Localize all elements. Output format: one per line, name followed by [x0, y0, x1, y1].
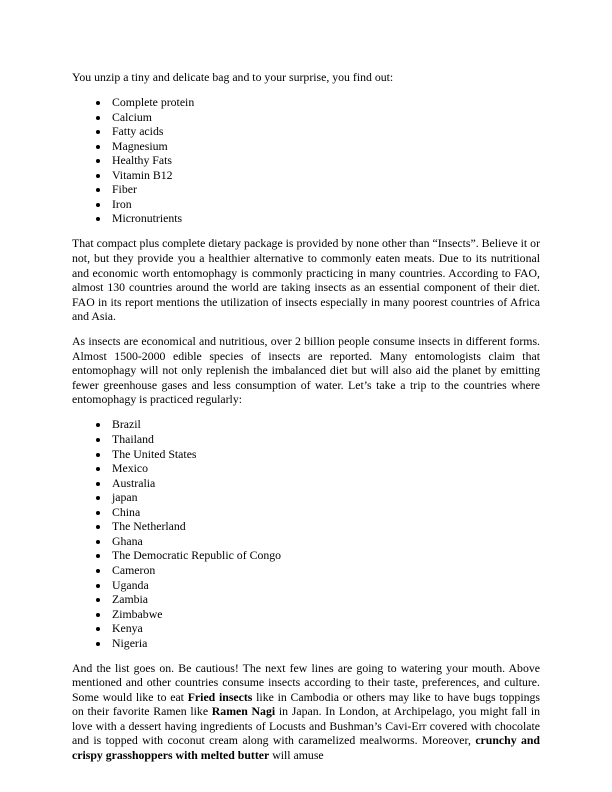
list-item: • Mexico [110, 461, 540, 476]
bold-text-run: Ramen Nagi [211, 704, 276, 719]
list-item: • Iron [110, 197, 540, 212]
list-item: • Zambia [110, 592, 540, 607]
list-item: • The Netherland [110, 519, 540, 534]
list-item: • China [110, 505, 540, 520]
paragraph-insects: That compact plus complete dietary package is provided by none other than “Insects”. Believe it or not, but they provide you a healthier alternative to commonly eaten meats. Due to its nutritional and economic worth entomophagy is commonly practicing in many countries. According to FAO, almost 130 countries around the world are taking insects as an essential component of their diet. FAO in its report mentions the utilization of insects especially in many poorest countries of Africa and Asia. [72, 236, 540, 324]
list-item: • Nigeria [110, 636, 540, 651]
list-item: • Healthy Fats [110, 153, 540, 168]
list-item: • Fatty acids [110, 124, 540, 139]
bold-text-run: crunchy and crispy grasshoppers with melted butter [72, 733, 540, 763]
list-item: • Zimbabwe [110, 607, 540, 622]
list-item: • Micronutrients [110, 211, 540, 226]
list-item: • Magnesium [110, 139, 540, 154]
list-item: • Ghana [110, 534, 540, 549]
bold-text-run: Fried insects [187, 689, 253, 704]
list-item: • Fiber [110, 182, 540, 197]
text-run: will amuse [269, 748, 324, 763]
list-item: • Vitamin B12 [110, 168, 540, 183]
list-item: • Complete protein [110, 95, 540, 110]
list-item: • Calcium [110, 110, 540, 125]
countries-list [72, 417, 540, 650]
paragraph-stats: As insects are economical and nutritious, over 2 billion people consume insects in different forms. Almost 1500-2000 edible species of insects are reported. Many entomologists claim that entomophagy will not only replenish the imbalanced diet but will also aid the planet by emitting fewer greenhouse gases and less consumption of water. Let’s take a trip to the countries where entomophagy is practiced regularly: [72, 334, 540, 407]
nutrients-list [72, 95, 540, 226]
list-item: • japan [110, 490, 540, 505]
list-item: • The Democratic Republic of Congo [110, 548, 540, 563]
list-item: • Kenya [110, 621, 540, 636]
list-item: • Thailand [110, 432, 540, 447]
intro-paragraph: You unzip a tiny and delicate bag and to your surprise, you find out: [72, 70, 394, 84]
text-run: like in Cambodia or others may like to have bugs toppings on their favorite Ramen like [72, 689, 540, 719]
list-item: • The United States [110, 447, 540, 462]
list-item: • Australia [110, 476, 540, 491]
list-item: • Cameron [110, 563, 540, 578]
list-item: • Brazil [110, 417, 540, 432]
list-item: • Uganda [110, 578, 540, 593]
text-run: in Japan. In London, at Archipelago, you might fall in love with a dessert having ingredients of Locusts and Bushman’s Cavi-Err covered with chocolate and is topped with coconut cream along with caramelized mealworms. Moreover, [72, 704, 540, 748]
paragraph-cuisine [72, 661, 540, 763]
text-run: And the list goes on. Be cautious! The next few lines are going to watering your mouth. Above mentioned and other countries consume insects according to their taste, preferences, and culture. Some would like to eat [72, 660, 540, 704]
